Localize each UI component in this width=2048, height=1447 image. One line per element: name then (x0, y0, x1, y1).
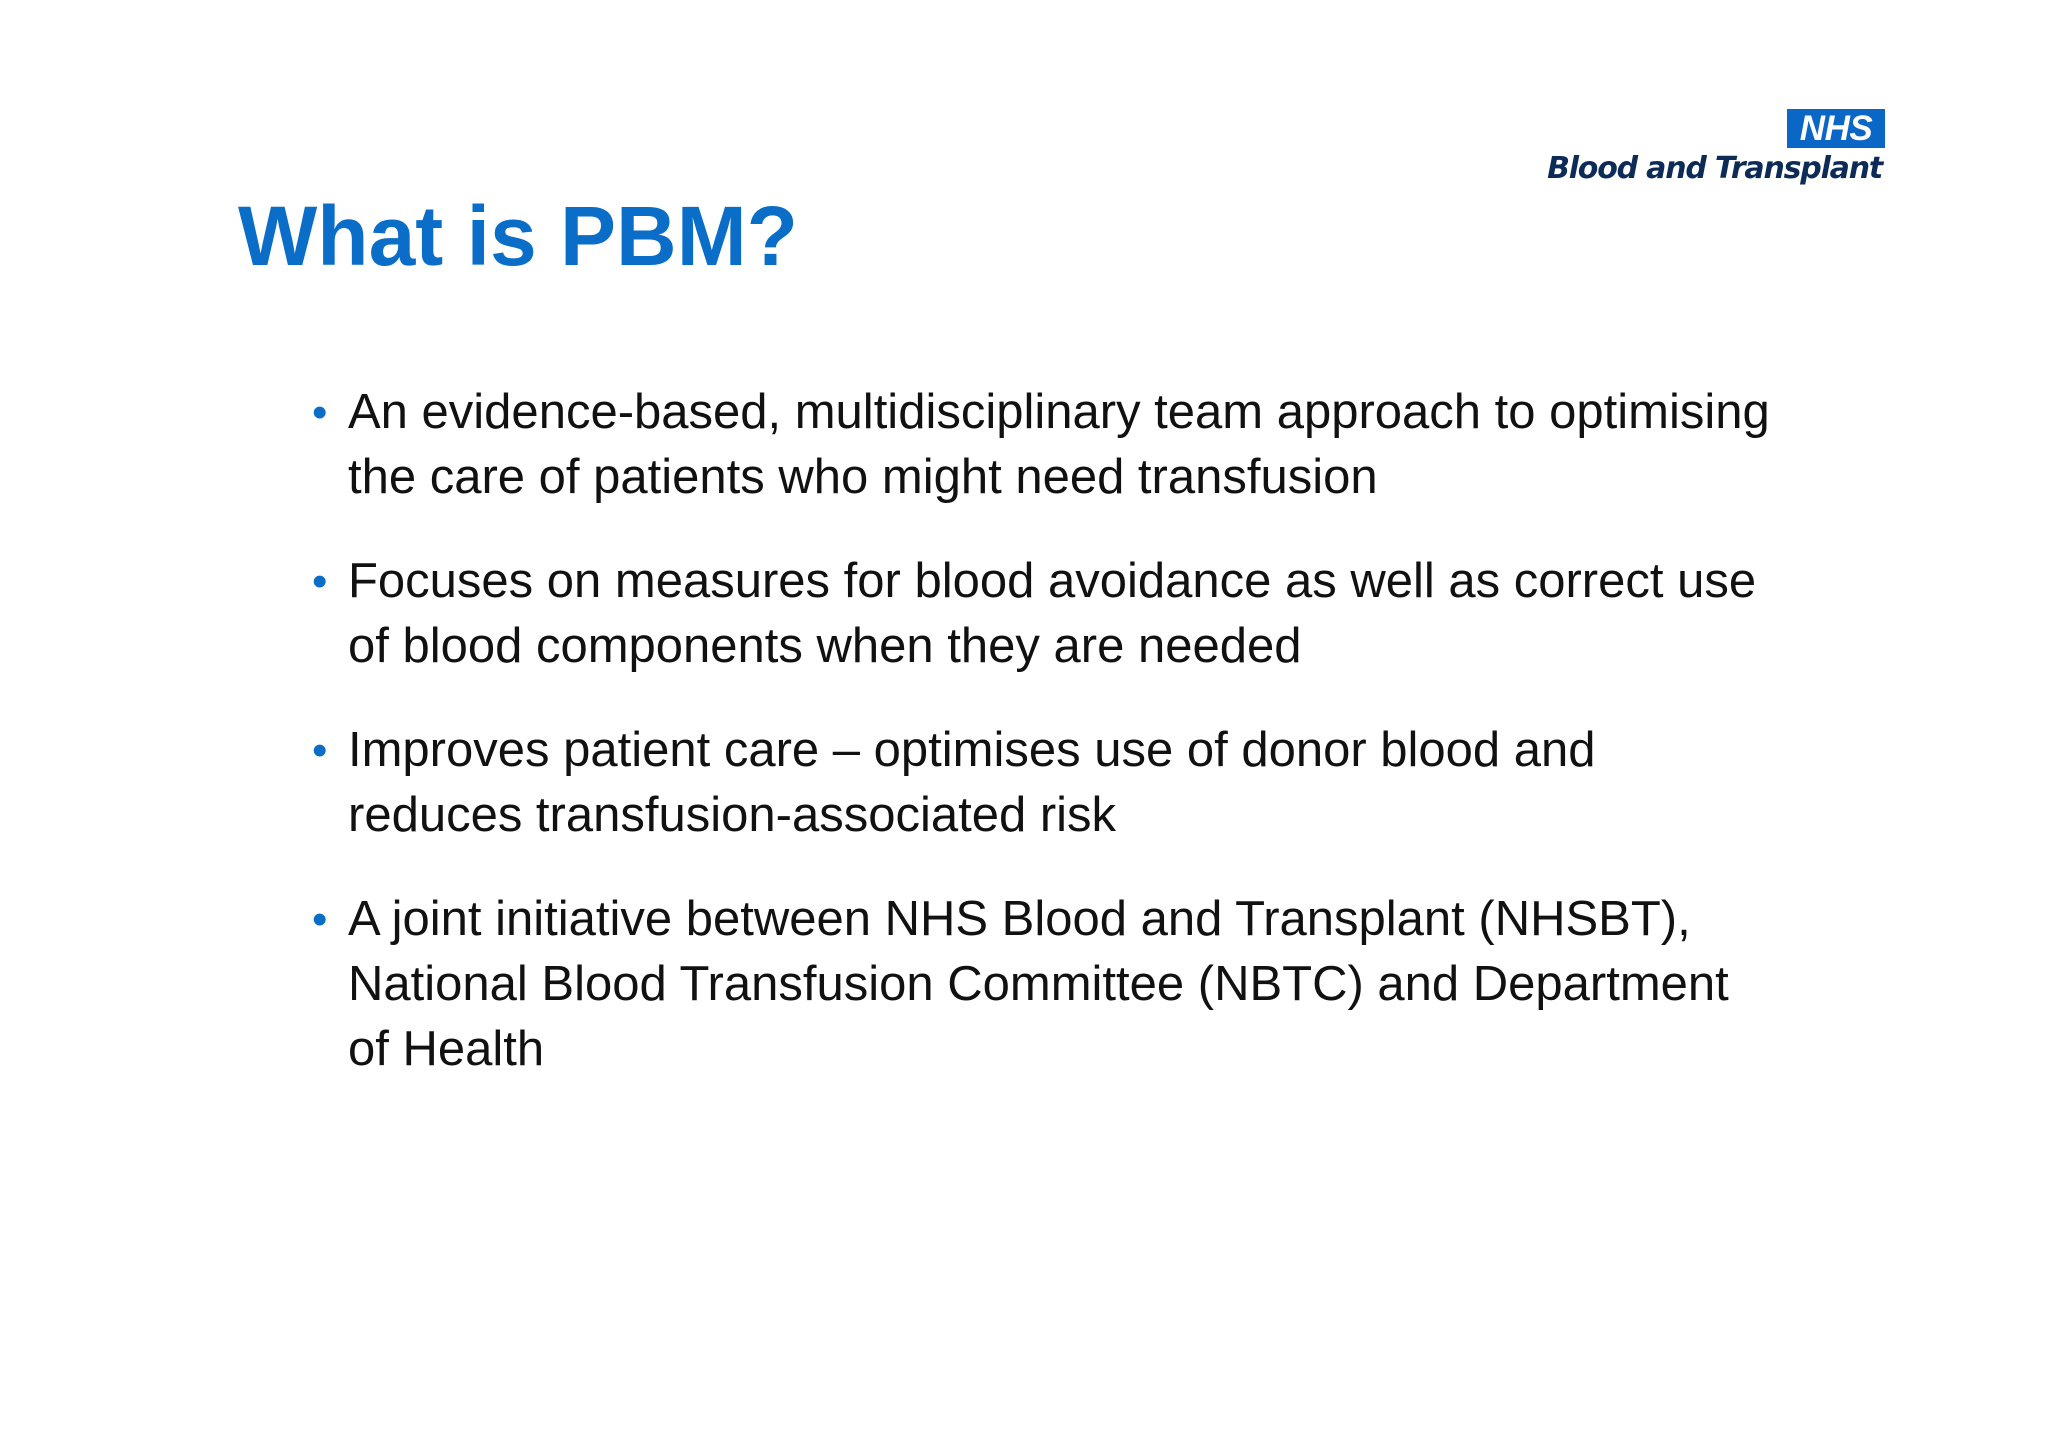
bullet-text: An evidence-based, multidisciplinary team approach to optimising the care of patients who might need transfusion (348, 385, 1770, 504)
bullet-dot-icon: • (312, 388, 328, 437)
bullet-dot-icon: • (312, 726, 328, 775)
bullet-text: A joint initiative between NHS Blood and Transplant (NHSBT), National Blood Transfusion Committee (NBTC) and Department of Health (348, 892, 1729, 1076)
bullet-list (308, 380, 1778, 1121)
logo-organisation-name: Blood and Transplant (1547, 151, 1882, 186)
bullet-item (308, 549, 1778, 679)
bullet-text: Improves patient care – optimises use of donor blood and reduces transfusion-associated risk (348, 723, 1596, 842)
bullet-item (308, 887, 1778, 1082)
bullet-dot-icon: • (312, 895, 328, 944)
nhs-blood-and-transplant-logo (1490, 105, 1890, 190)
bullet-item (308, 380, 1778, 510)
bullet-text: Focuses on measures for blood avoidance as well as correct use of blood components when they are needed (348, 554, 1757, 673)
slide-title: What is PBM? (238, 189, 798, 283)
nhs-logo-badge: NHS (1787, 109, 1885, 148)
bullet-dot-icon: • (312, 557, 328, 606)
bullet-item (308, 718, 1778, 848)
